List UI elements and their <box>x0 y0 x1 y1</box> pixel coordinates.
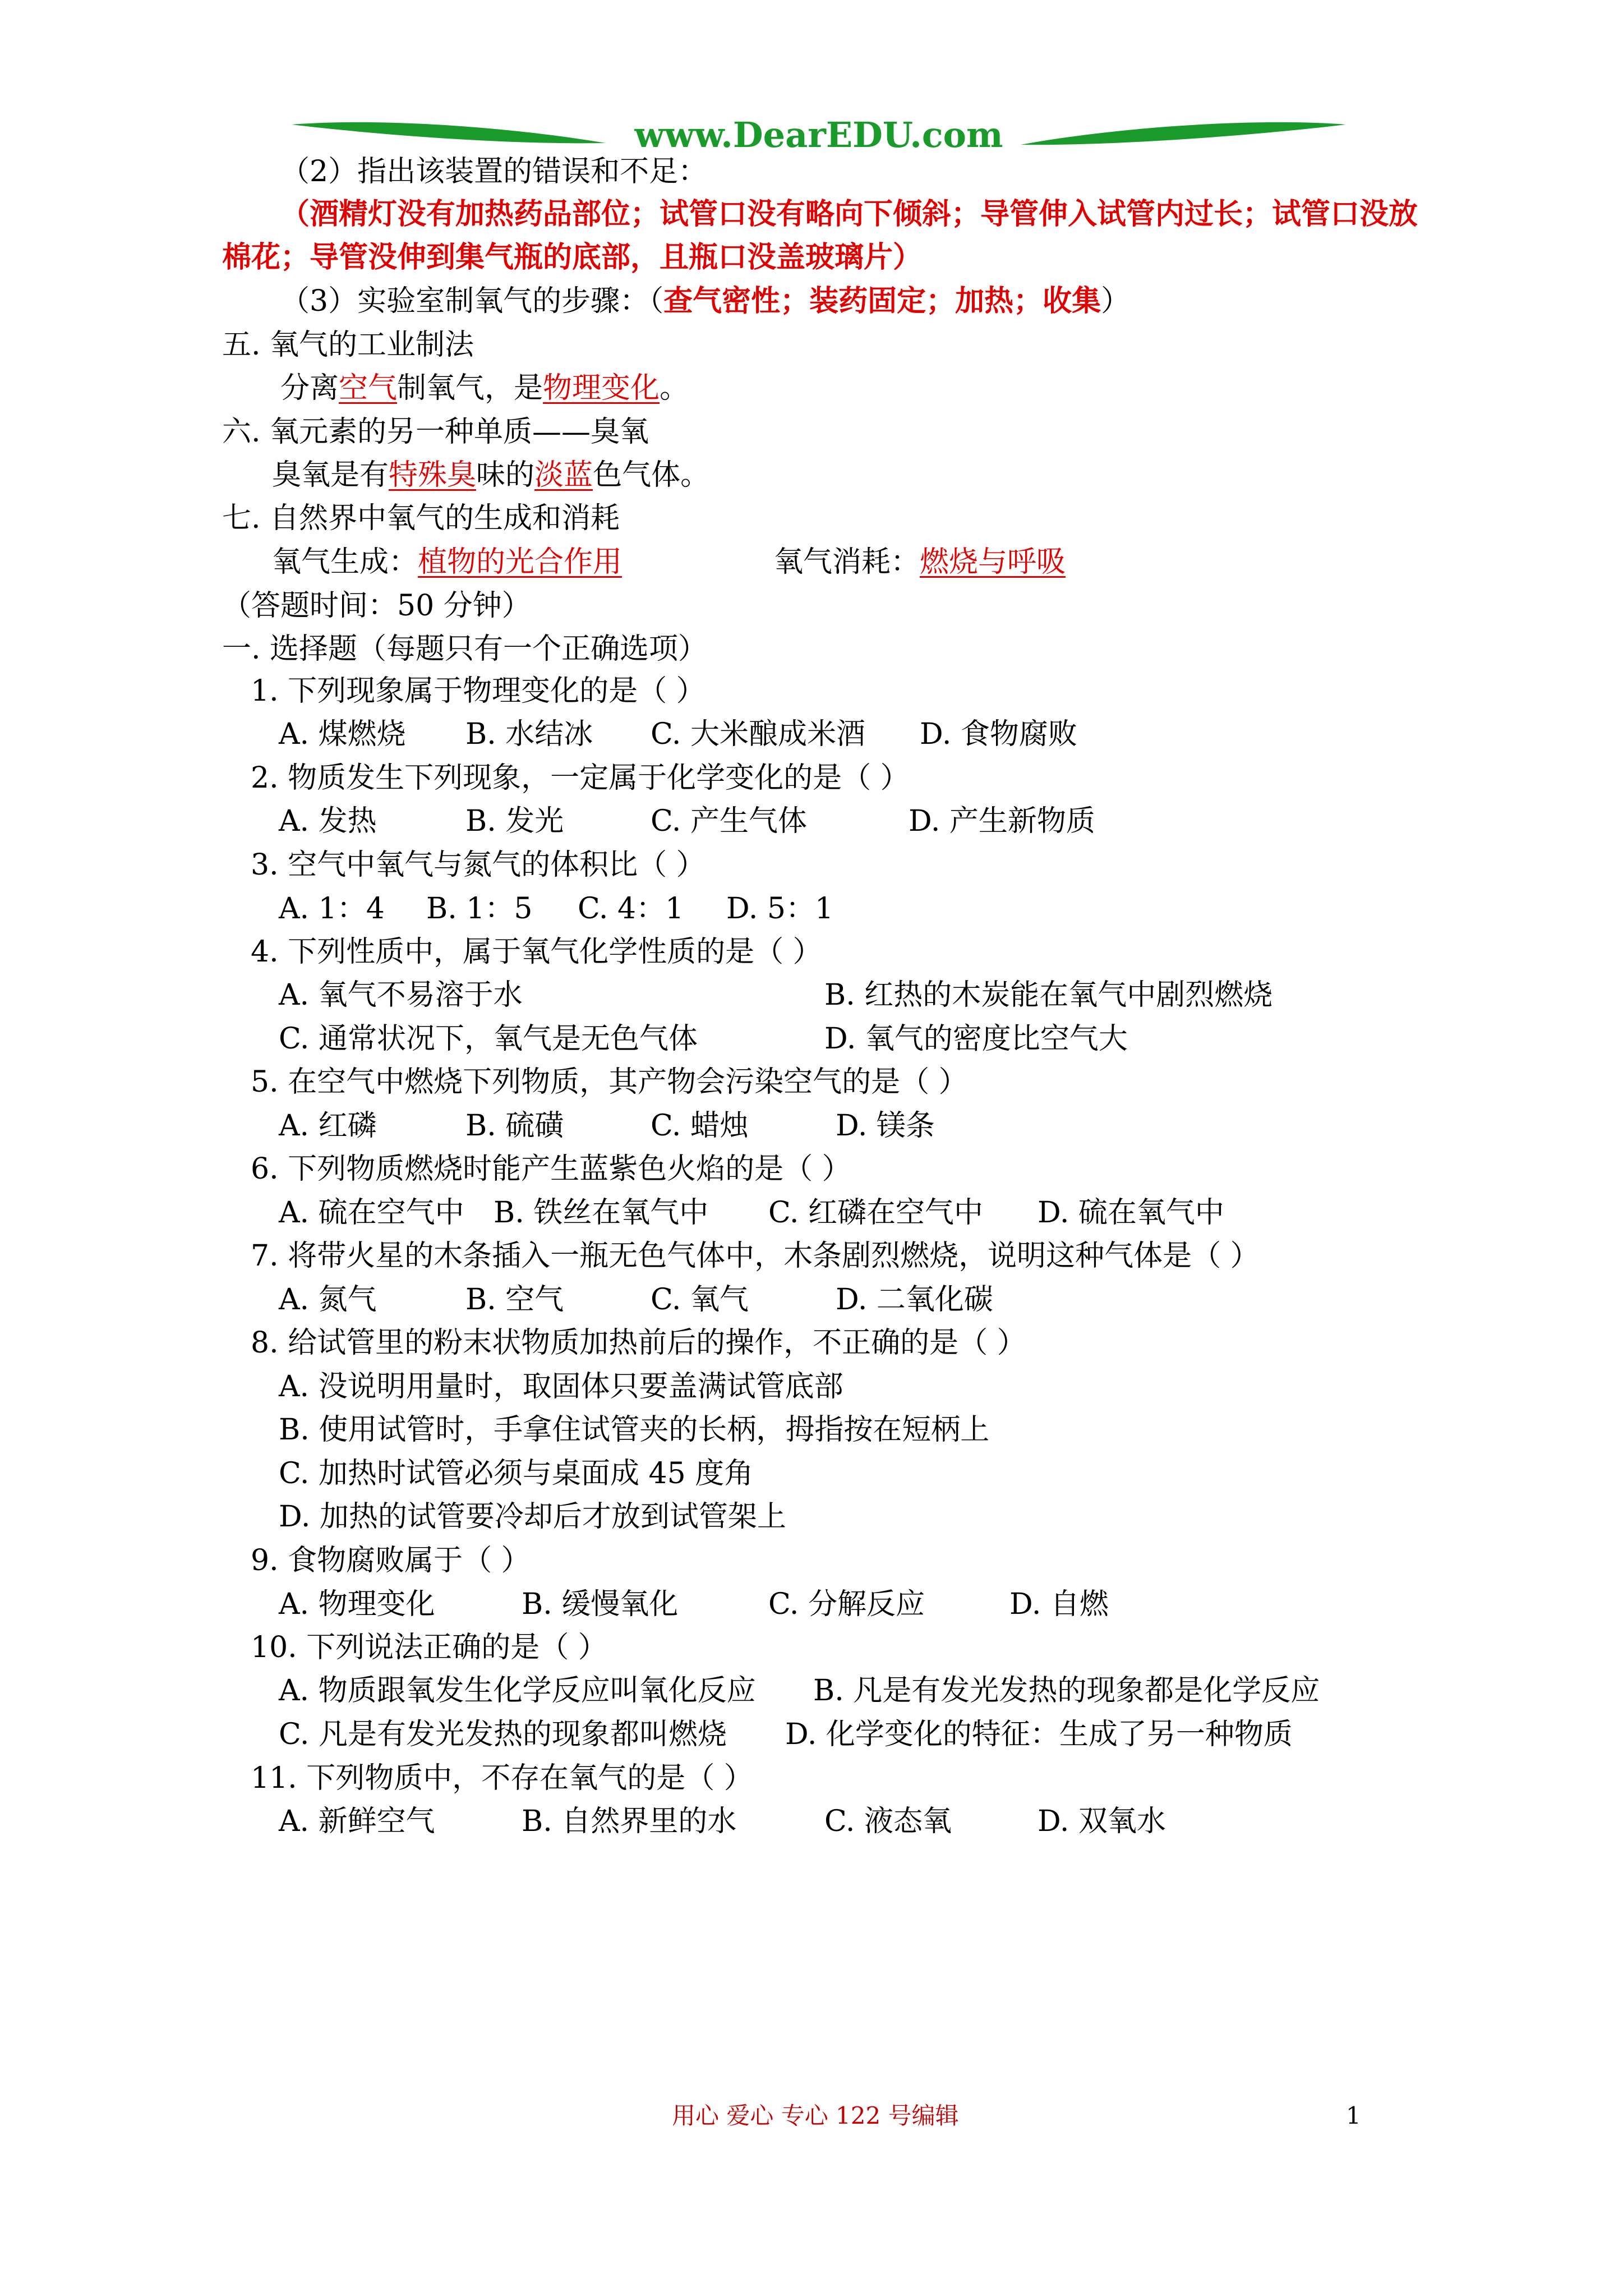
question-option: B. 水结冰 <box>465 717 593 751</box>
question-option: A. 没说明用量时，取固体只要盖满试管底部 <box>279 1370 843 1404</box>
question-option: B. 空气 <box>465 1283 564 1317</box>
banner-left-swoosh <box>292 122 606 143</box>
section5-answer2: 物理变化 <box>543 371 660 405</box>
section6-title: 六. 氧元素的另一种单质——臭氧 <box>222 415 649 449</box>
section7-con-answer: 燃烧与呼吸 <box>920 545 1066 579</box>
question-option: B. 红热的木炭能在氧气中剧烈燃烧 <box>824 978 1273 1012</box>
question-stem: 8. 给试管里的粉末状物质加热前后的操作，不正确的是（ ） <box>251 1326 1026 1360</box>
question-option: A. 发热 <box>279 804 377 838</box>
choice-section-title: 一. 选择题（每题只有一个正确选项） <box>222 632 708 666</box>
section7-generation: 氧气生成：植物的光合作用 <box>272 545 623 579</box>
question-option: C. 4：1 <box>578 892 684 926</box>
question-option: B. 1：5 <box>426 892 533 926</box>
time-note: （答题时间：50 分钟） <box>222 589 531 623</box>
question-option: D. 硫在氧气中 <box>1038 1196 1224 1230</box>
question-stem: 4. 下列性质中，属于氧气化学性质的是（ ） <box>251 935 822 969</box>
section7-gen-answer: 植物的光合作用 <box>418 545 623 579</box>
question-option: A. 1：4 <box>279 892 385 926</box>
question-option: B. 铁丝在氧气中 <box>494 1196 709 1230</box>
page-number: 1 <box>1346 2102 1361 2129</box>
question-option: D. 双氧水 <box>1038 1805 1166 1838</box>
q2-label: （2）指出该装置的错误和不足： <box>280 155 708 188</box>
question-option: C. 凡是有发光发热的现象都叫燃烧 <box>279 1718 727 1751</box>
question-option: D. 产生新物质 <box>909 804 1095 838</box>
question-option: A. 物理变化 <box>279 1588 435 1621</box>
question-stem: 6. 下列物质燃烧时能产生蓝紫色火焰的是（ ） <box>251 1152 851 1186</box>
section5-answer1: 空气 <box>339 371 398 405</box>
question-stem: 7. 将带火星的木条插入一瓶无色气体中，木条剧烈燃烧，说明这种气体是（ ） <box>251 1239 1260 1273</box>
question-option: C. 产生气体 <box>651 804 807 838</box>
section6-answer1: 特殊臭 <box>389 458 477 492</box>
question-option: D. 加热的试管要冷却后才放到试管架上 <box>279 1500 786 1534</box>
question-option: D. 自燃 <box>1009 1588 1109 1621</box>
question-option: B. 使用试管时，手拿住试管夹的长柄，拇指按在短柄上 <box>279 1413 990 1447</box>
question-option: B. 硫磺 <box>465 1109 564 1143</box>
q2-answer-line1: （酒精灯没有加热药品部位；试管口没有略向下倾斜；导管伸入试管内过长；试管口没放 <box>280 197 1418 231</box>
question-option: C. 红磷在空气中 <box>768 1196 983 1230</box>
section5-title: 五. 氧气的工业制法 <box>222 328 474 362</box>
question-option: A. 硫在空气中 <box>279 1196 464 1230</box>
section5-content: 分离空气制氧气，是物理变化。 <box>280 371 689 405</box>
question-option: C. 氧气 <box>651 1283 749 1317</box>
section7-title: 七. 自然界中氧气的生成和消耗 <box>222 501 620 535</box>
q3-line: （3）实验室制氧气的步骤：（查气密性；装药固定；加热；收集） <box>280 284 1131 318</box>
q2-answer-line2: 棉花；导管没伸到集气瓶的底部，且瓶口没盖玻璃片） <box>222 240 923 274</box>
question-stem: 10. 下列说法正确的是（ ） <box>251 1631 607 1664</box>
question-option: A. 氧气不易溶于水 <box>279 978 523 1012</box>
question-option: B. 凡是有发光发热的现象都是化学反应 <box>813 1674 1320 1708</box>
section7-consumption: 氧气消耗：燃烧与呼吸 <box>774 545 1066 579</box>
question-stem: 9. 食物腐败属于（ ） <box>251 1544 531 1577</box>
section6-answer2: 淡蓝 <box>534 458 593 492</box>
question-option: D. 5：1 <box>726 892 834 926</box>
q3-answer: 查气密性；装药固定；加热；收集 <box>663 284 1101 318</box>
question-option: C. 通常状况下，氧气是无色气体 <box>279 1022 698 1056</box>
question-stem: 5. 在空气中燃烧下列物质，其产物会污染空气的是（ ） <box>251 1065 968 1099</box>
question-option: B. 缓慢氧化 <box>522 1588 679 1621</box>
question-option: D. 镁条 <box>836 1109 935 1143</box>
question-option: D. 二氧化碳 <box>836 1283 993 1317</box>
question-option: A. 氮气 <box>279 1283 377 1317</box>
question-option: A. 物质跟氧发生化学反应叫氧化反应 <box>279 1674 756 1708</box>
question-option: B. 自然界里的水 <box>522 1805 737 1838</box>
question-option: D. 化学变化的特征：生成了另一种物质 <box>785 1718 1293 1751</box>
question-option: A. 新鲜空气 <box>279 1805 435 1838</box>
question-option: C. 大米酿成米酒 <box>651 717 865 751</box>
question-option: B. 发光 <box>465 804 564 838</box>
question-option: C. 加热时试管必须与桌面成 45 度角 <box>279 1457 754 1490</box>
question-stem: 11. 下列物质中，不存在氧气的是（ ） <box>251 1761 753 1795</box>
question-option: C. 液态氧 <box>824 1805 952 1838</box>
question-option: A. 煤燃烧 <box>279 717 406 751</box>
question-option: A. 红磷 <box>279 1109 377 1143</box>
question-option: D. 氧气的密度比空气大 <box>824 1022 1128 1056</box>
banner-site-name: www.DearEDU.com <box>634 114 1003 155</box>
question-stem: 3. 空气中氧气与氮气的体积比（ ） <box>251 848 706 882</box>
question-stem: 2. 物质发生下列现象，一定属于化学变化的是（ ） <box>251 761 910 795</box>
question-option: D. 食物腐败 <box>920 717 1077 751</box>
section6-content: 臭氧是有特殊臭味的淡蓝色气体。 <box>272 458 710 492</box>
question-stem: 1. 下列现象属于物理变化的是（ ） <box>251 674 706 708</box>
banner-right-swoosh <box>1021 122 1346 145</box>
footer-text: 用心 爱心 专心 122 号编辑 <box>672 2102 959 2129</box>
question-option: C. 蜡烛 <box>651 1109 749 1143</box>
question-option: C. 分解反应 <box>768 1588 925 1621</box>
